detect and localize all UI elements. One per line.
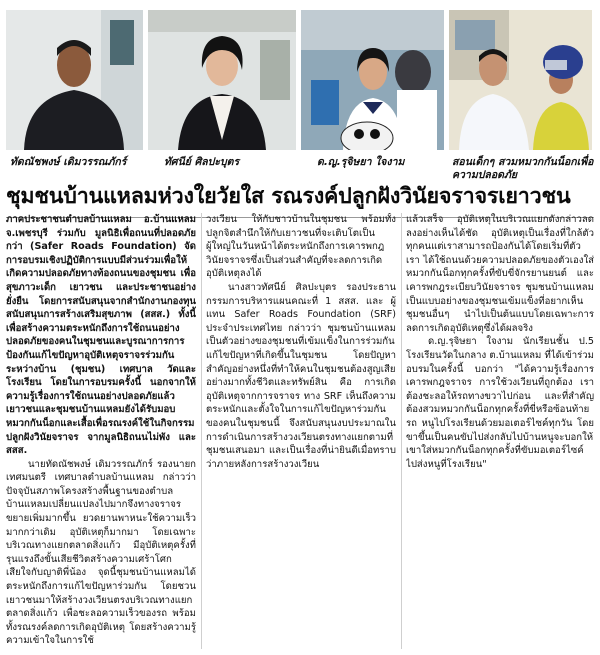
photo-student-with-panda bbox=[301, 10, 444, 150]
headline: ชุมชนบ้านแหลมห่วงใยวัยใส รณรงค์ปลูกฝังวินัยจราจรเยาวชน bbox=[6, 179, 594, 218]
photo-woman-in-black bbox=[148, 10, 296, 150]
article-paragraph: ภาคประชาชนตำบลบ้านแหลม อ.บ้านแหลม จ.เพชรบุรี ร่วมกับ มูลนิธิเพื่อถนนที่ปลอดภัยกว่า (Safer Roads Foundation) จัด การอบรมเชิงปฏิบัติการแบบมีส่วนร่วมเพื่อให้เกิดความปลอดภัยทางท้องถนนของชุมชน เพื่อสุขภาวะเด็ก เยาวชน และประชาชนอย่างยั่งยืน โดยการสนับสนุนจากสำนักงานกองทุนสนับสนุนการสร้างเสริมสุขภาพ (สสส.) ทั้งนี้ เพื่อสร้างความตระหนักถึงการใช้ถนนอย่างปลอดภัยของคนในชุมชนและบูรณาการการป้องกันแก้ไขปัญหาอุบัติเหตุจราจรร่วมกันระหว่างบ้าน (ชุมชน) เทศบาล วัดและโรงเรียน โดยในการอบรมครั้งนี้ นอกจากให้ความรู้เรื่องการใช้ถนนอย่างปลอดภัยแล้ว เยาวชนและชุมชนบ้านแหลมยังได้รับมอบหมวกกันน็อกและเสื้อเพื่อรณรงค์ใช้ในกิจกรรมปลูกฝังวินัยจราจร จากมูลนิธิถนนไม่พัง และ สสส. bbox=[6, 214, 196, 457]
column-divider bbox=[201, 213, 202, 649]
article-paragraph: นางสาวทัศนีย์ ศิลปะบุตร รองประธานกรรมการบริหารแผนคณะที่ 1 สสส. และ ผู้แทน Safer Roads Foundation (SRF) ประจำประเทศไทย กล่าวว่า ชุมชนบ้านแหลมเป็นตัวอย่างของชุมชนที่เข้มแข็งในการร่วมกันแก้ไขปัญหาที่เกิดขึ้นในชุมชน โดยปัญหาสำคัญอย่างหนึ่งที่ทำให้คนในชุมชนต้องสูญเสียอย่างมากทั้งชีวิตและทรัพย์สิน คือ การเกิดอุบัติเหตุจากการจราจร ทาง SRF เห็นถึงความตระหนักและตั้งใจในการแก้ไขปัญหาร่วมกันของคนในชุมชนนี้ จึงสนับสนุนงบประมาณในการดำเนินการสร้างวงเวียนตรงทางแยกตามที่ชุมชนเสนอมา และเป็นเรื่องที่น่ายินดีเมื่อทราบว่าภายหลังการสร้างวงเวียน bbox=[206, 281, 396, 470]
article-column-2 bbox=[206, 213, 396, 503]
photo-caption-line: สอนเด็กๆ สวมหมวกกันน็อกเพื่อ bbox=[452, 156, 594, 168]
photo-caption: ทัดณัชพงษ์ เดิมวรรณภักร์ bbox=[10, 156, 127, 168]
photo-caption: ทัศนีย์ ศิลปะบุตร bbox=[164, 156, 240, 168]
column-divider bbox=[401, 213, 402, 649]
photo-helmet-demonstration bbox=[449, 10, 592, 150]
article-paragraph: วงเวียน ให้กับชาวบ้านในชุมชน พร้อมทั้งปลูกจิตสำนึกให้กับเยาวชนที่จะเติบโตเป็นผู้ใหญ่ในวันหน้าได้ตระหนักถึงการเคารพกฎวินัยจราจรซึ่งเป็นส่วนสำคัญที่จะลดการเกิดอุบัติเหตุลงได้ bbox=[206, 214, 396, 280]
photo-caption: ด.ญ.รุจิษยา ใจงาม bbox=[317, 156, 405, 168]
photo-caption-line: ความปลอดภัย bbox=[452, 169, 518, 181]
article-column-3 bbox=[406, 213, 594, 503]
article-column-1 bbox=[6, 213, 196, 649]
article-paragraph: นายทัดณัชพงษ์ เดิมวรรณภักร์ รองนายกเทศมนตรี เทศบาลตำบลบ้านแหลม กล่าวว่า ปัจจุบันสภาพโครงสร้างพื้นฐานของตำบลบ้านแหลมเปลี่ยนแปลงไปมากจึงทางจราจรขยายเพิ่มมากขึ้น ยวดยานพาหนะใช้ความเร็วมากกว่าเดิม อุบัติเหตุก็มากมา โดยเฉพาะบริเวณทางแยกตลาดสิ่งแก้ว มีอุบัติเหตุครั้งที่รุนแรงถึงขั้นเสียชีวิตสร้างความเศร้าโศกเสียใจกับญาติพี่น้อง จุดนี้ชุมชนบ้านแหลมได้ตระหนักถึงการแก้ไขปัญหาร่วมกัน โดยชวนเยาวชนมาให้สร้างวงเวียนตรงบริเวณทางแยกตลาดสิ่งแก้ว เพื่อชะลอความเร็วของรถ พร้อมทั้งรณรงค์ลดการเกิดอุบัติเหตุ โดยสร้างความรู้ความเข้าใจในการใช้ bbox=[6, 458, 196, 647]
article-paragraph: แล้วเสร็จ อุบัติเหตุในบริเวณแยกดังกล่าวลดลงอย่างเห็นได้ชัด อุบัติเหตุเป็นเรื่องที่ใกล้ตัวทุกคนแต่เราสามารถป้องกันได้โดยเริ่มที่ตัวเรา ได้ใช้ถนนด้วยความปลอดภัยของตัวเองใส่หมวกกันน็อกทุกครั้งที่ขับขี่จักรยานยนต์ และเคารพกฎระเบียบวินัยจราจร ชุมชนบ้านแหลมเป็นแบบอย่างของชุมชนเข้มแข็งที่อยากเห็นชุมชนอื่นๆ นำไปเป็นต้นแบบโดยเฉพาะการลดการเกิดอุบัติเหตุซึ่งได้ผลจริง bbox=[406, 214, 594, 334]
article-paragraph: ด.ญ.รุจิษยา ใจงาม นักเรียนชั้น ป.5 โรงเรียนวัดในกลาง ต.บ้านแหลม ที่ได้เข้าร่วมอบรมในครั้งนี้ บอกว่า "ได้ความรู้เรื่องการเคารพกฎจราจร การใช้วงเวียนที่ถูกต้อง เราต้องชะลอให้รถทางขวาไปก่อน และที่สำคัญต้องสวมหมวกกันน็อกทุกครั้งที่ขี่หรือซ้อนท้ายรถ หนูไปโรงเรียนด้วยมอเตอร์ไซค์ทุกวัน โดยขาขึ้นเป็นคนขับไปส่งกลับไปบ้านหนูจะบอกให้เขาใส่หมวกกันน็อกทุกครั้งที่ขับมอเตอร์ไซค์ไปส่งหนูที่โรงเรียน" bbox=[406, 336, 594, 470]
photo-man-in-shirt bbox=[6, 10, 143, 150]
